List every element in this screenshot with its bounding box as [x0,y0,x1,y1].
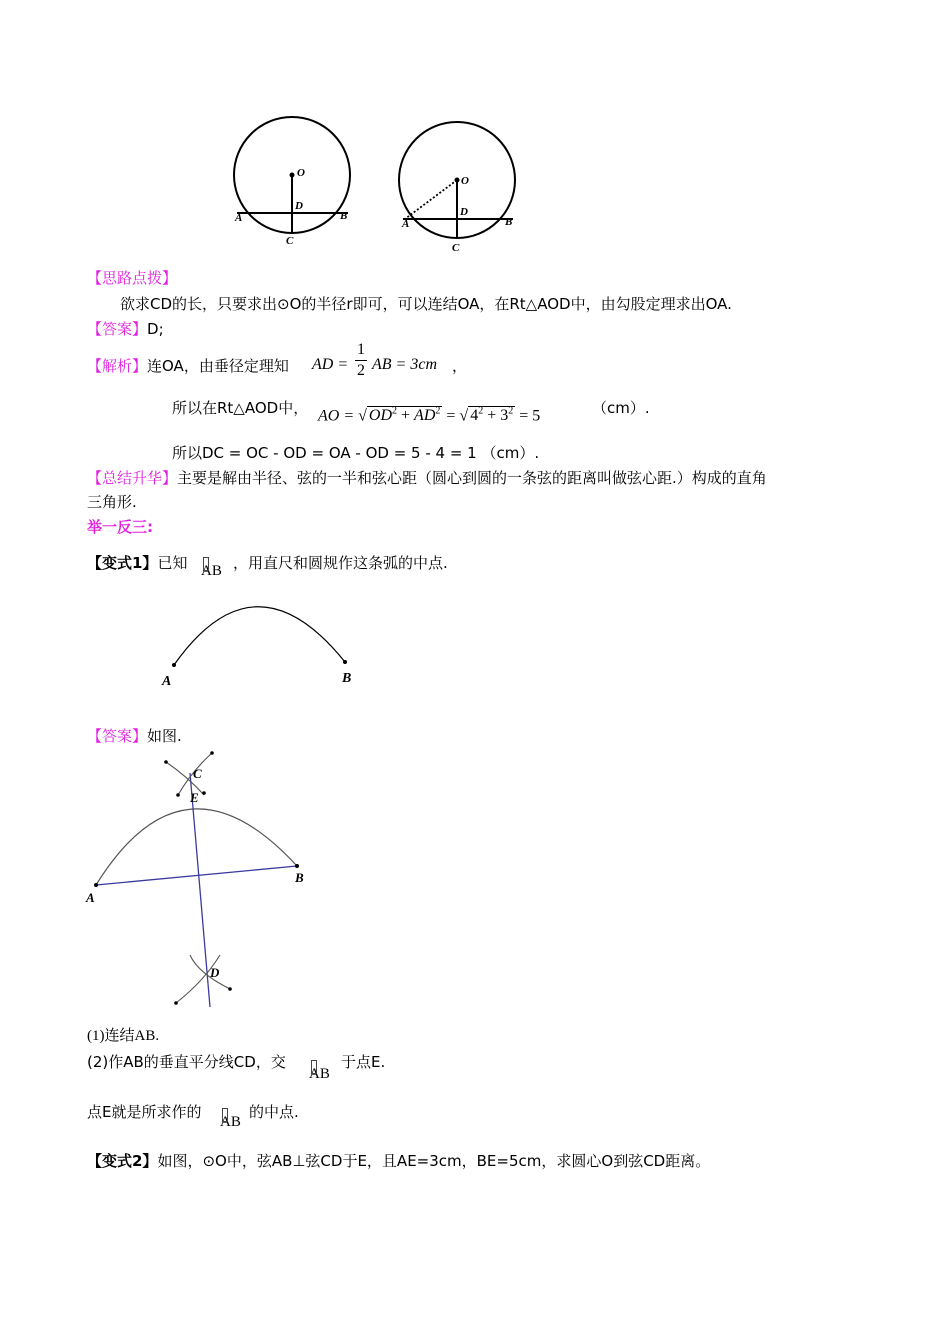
step-3-post: 的中点. [249,1103,299,1121]
chord-ab [96,866,297,885]
arc-end-dot [176,793,180,797]
label-a: A [402,218,410,230]
label-b: B [340,210,348,222]
label-e: E [190,790,199,805]
eq-ad-lhs: AD = [312,356,349,373]
label-o: O [461,175,469,187]
center-dot-1 [290,173,295,178]
step-3: 点E就是所求作的 [87,1103,202,1121]
eq-ao-mid: = [446,407,456,425]
answer-label-2: 【答案】 [87,727,148,745]
variant2-line [87,1151,710,1171]
label-o: O [297,167,305,179]
variant1-line [87,553,187,573]
analysis-line-1 [87,356,289,376]
figure-circle-2 [393,120,533,260]
analysis-line-2: 所以在Rt△AOD中， [172,399,309,417]
label-a: A [235,212,243,224]
point-a [94,883,98,887]
point-b [295,864,299,868]
variant1-label: 【变式1】 [87,554,158,572]
eq-od: OD [368,407,393,425]
eq-ad-tail: ， [452,357,468,375]
variant2-label: 【变式2】 [87,1152,158,1170]
label-d: D [460,206,468,218]
label-d: D [295,200,303,212]
eq-ao-unit: （cm）. [592,399,650,417]
answer-line-2 [87,726,182,746]
step-2-arc [309,1066,330,1083]
eq-ad-rhs: AB = 3cm [372,356,437,373]
variant1-arc [201,563,222,580]
analysis-intro: 连OA，由垂径定理知 [147,357,289,375]
hint-text: 欲求CD的长，只要求出⊙O的半径r即可，可以连结OA，在Rt△AOD中，由勾股定理求出OA. [120,295,732,313]
step-2: (2)作AB的垂直平分线CD，交 [87,1053,286,1071]
hint-label: 【思路点拨】 [87,269,178,287]
exp-3: 2 [508,406,514,417]
eq-ad-num: 1 [357,341,365,358]
summary-label: 【总结升华】 [87,469,178,487]
answer-line-1 [87,319,164,339]
step-2-arc-label: AB [309,1066,330,1082]
summary-line-1 [87,468,767,488]
exp-ad: 2 [435,406,441,417]
exp-od: 2 [392,406,398,417]
arc-symbol-icon [203,557,209,571]
point-a [172,663,176,667]
label-c: C [286,235,294,247]
arc-end-dot [174,1001,178,1005]
dotted-oa [405,180,457,219]
step-2-post: 于点E. [341,1053,386,1071]
eq-ad2: AD [414,407,436,425]
arc-end-dot [210,751,214,755]
label-c: C [193,766,202,781]
answer-label-1: 【答案】 [87,320,148,338]
arc-end-dot [202,791,206,795]
variant1-post: ，用直尺和圆规作这条弧的中点. [233,554,448,572]
eq-3: 3 [500,407,509,425]
figure-construction [80,745,330,1015]
arc-end-dot [228,987,232,991]
label-c: C [452,242,460,254]
step-3-arc [220,1114,241,1131]
label-a: A [162,674,172,689]
arc-ab [174,607,345,665]
step-1: (1)连结AB. [87,1028,160,1044]
fraction-bar [355,360,367,361]
section-title: 举一反三: [87,518,153,536]
summary-text-1: 主要是解由半径、弦的一半和弦心距（圆心到圆的一条弦的距离叫做弦心距.）构成的直角 [177,469,767,487]
eq-ao-lhs: AO = [318,407,355,425]
eq-ad-fraction [355,341,367,380]
point-b [343,660,347,664]
eq-ao: AO = √ $OD^2 + AD^2$ = √ $4^2 + 3^2 = 5$ [318,406,541,425]
eq-ao-res: = 5 [519,407,541,425]
eq-ad-den: 2 [357,362,365,379]
bisector-cd [190,773,210,1007]
step-3-arc-label: AB [220,1114,241,1130]
center-dot-2 [455,178,460,183]
label-d: D [210,965,220,980]
analysis-label: 【解析】 [87,357,148,375]
arc-symbol-icon [311,1060,317,1074]
label-b: B [342,671,352,686]
eq-ad [312,356,348,374]
arc-end-dot [164,760,168,764]
exp-4: 2 [478,406,484,417]
eq-4: 4 [470,407,479,425]
hint-heading [87,268,177,288]
sqrt-4-3: $4^2 + 3^2$ [470,406,514,425]
label-a: A [86,890,95,905]
variant2-text: 如图，⊙O中，弦AB⊥弦CD于E，且AE=3cm，BE=5cm，求圆心O到弦CD距离。 [157,1152,711,1170]
summary-line-2: 三角形. [87,493,137,511]
analysis-line-3: 所以DC = OC - OD = OA - OD = 5 - 4 = 1 （cm）. [172,444,540,462]
arc-symbol-icon [222,1108,228,1122]
figure-arc [155,590,375,700]
answer-text-1: D; [147,320,164,338]
figure-circle-1 [225,115,365,255]
label-b: B [505,216,513,228]
variant1-arc-label: AB [201,563,222,579]
answer-text-2: 如图. [147,727,182,745]
sqrt-od-ad: $OD^2 + AD^2$ [368,406,441,425]
label-b: B [295,870,304,885]
variant1-pre: 已知 [157,554,188,572]
